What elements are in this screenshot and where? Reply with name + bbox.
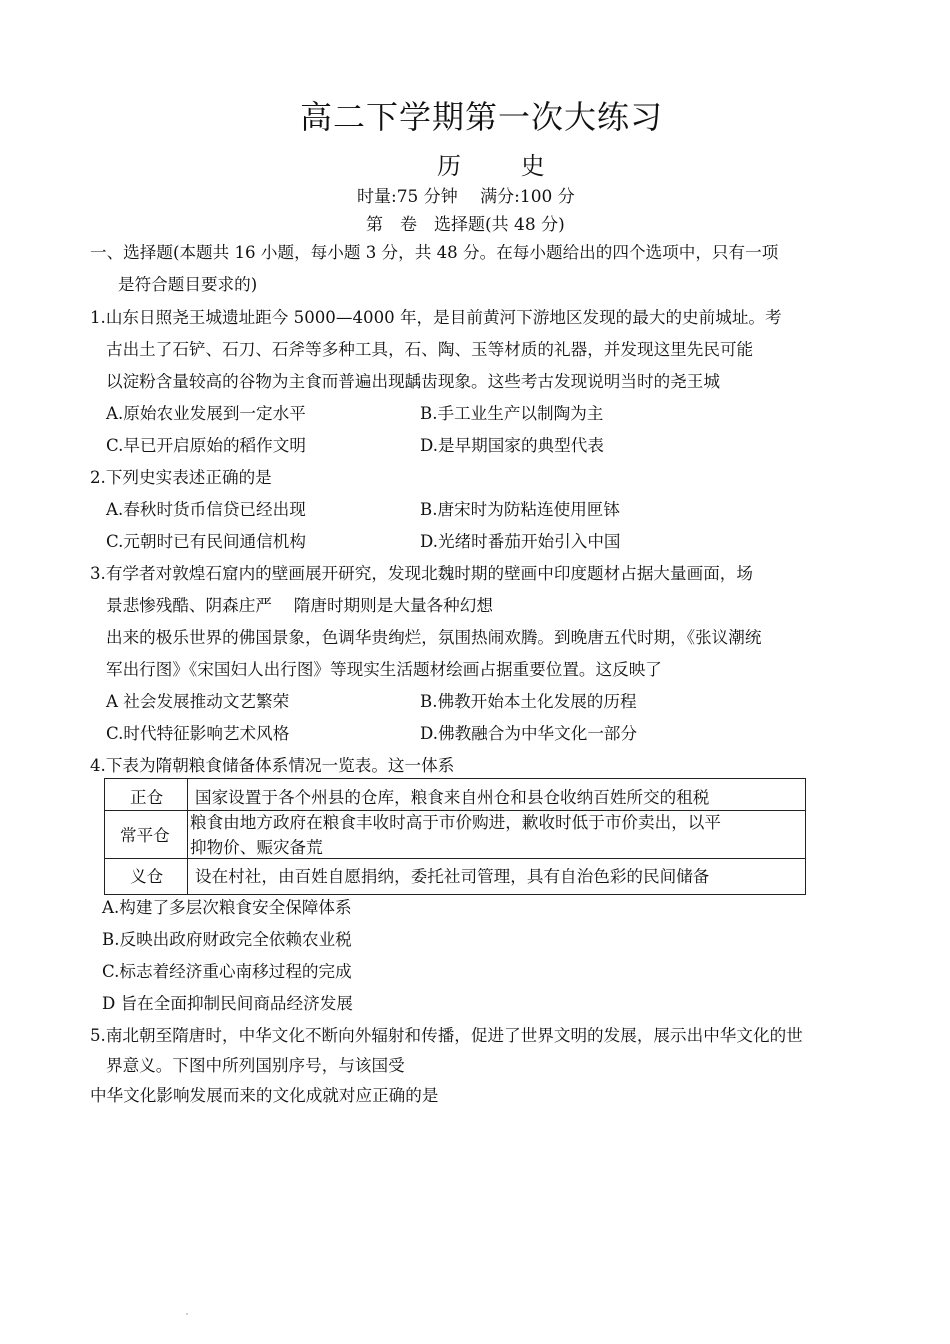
question-3-option-a[interactable]: A 社会发展推动文艺繁荣 xyxy=(106,692,290,711)
table-column-divider xyxy=(187,778,188,895)
question-4-option-c[interactable]: C.标志着经济重心南移过程的完成 xyxy=(102,962,352,981)
question-3-option-d[interactable]: D.佛教融合为中华文化一部分 xyxy=(420,724,638,743)
scan-speck xyxy=(186,1313,188,1315)
question-2-option-b[interactable]: B.唐宋时为防粘连使用匣钵 xyxy=(420,500,620,519)
question-1-option-d[interactable]: D.是早期国家的典型代表 xyxy=(420,436,604,455)
table-border-top xyxy=(104,778,805,779)
question-4-option-a[interactable]: A.构建了多层次粮食安全保障体系 xyxy=(102,898,352,917)
table-cell-granary-name: 正仓 xyxy=(130,788,164,807)
table-cell-granary-desc: 国家设置于各个州县的仓库，粮食来自州仓和县仓收纳百姓所交的租税 xyxy=(195,788,710,807)
question-1-option-a[interactable]: A.原始农业发展到一定水平 xyxy=(106,404,306,423)
subject-label: 历 史 xyxy=(437,152,571,180)
question-4-stem-line: 4.下表为隋朝粮食储备体系情况一览表。这一体系 xyxy=(90,756,455,775)
question-2-option-d[interactable]: D.光绪时番茄开始引入中国 xyxy=(420,532,621,551)
question-1-option-c[interactable]: C.早已开启原始的稻作文明 xyxy=(106,436,306,455)
question-5-stem-line: 5.南北朝至隋唐时，中华文化不断向外辐射和传播，促进了世界文明的发展，展示出中华文化的世 xyxy=(90,1026,803,1045)
table-border-right xyxy=(805,778,806,895)
question-3-option-b[interactable]: B.佛教开始本土化发展的历程 xyxy=(420,692,637,711)
question-1-option-b[interactable]: B.手工业生产以制陶为主 xyxy=(420,404,604,423)
table-border-bottom xyxy=(104,894,805,895)
table-cell-granary-desc: 设在村社，由百姓自愿捐纳，委托社司管理，具有自治色彩的民间储备 xyxy=(195,867,710,886)
question-1-stem-line: 古出土了石铲、石刀、石斧等多种工具，石、陶、玉等材质的礼器，并发现这里先民可能 xyxy=(106,340,754,359)
table-border-left xyxy=(104,778,105,895)
question-2-option-a[interactable]: A.春秋时货币信贷已经出现 xyxy=(106,500,306,519)
table-row-divider xyxy=(104,858,805,859)
question-3-stem-line: 3.有学者对敦煌石窟内的壁画展开研究，发现北魏时期的壁画中印度题材占据大量画面，场 xyxy=(90,564,753,583)
question-2-option-c[interactable]: C.元朝时已有民间通信机构 xyxy=(106,532,306,551)
question-1-stem-line: 1.山东日照尧王城遗址距今 5000—4000 年，是目前黄河下游地区发现的最大的史前城址。考 xyxy=(90,308,782,327)
question-1-stem-line: 以淀粉含量较高的谷物为主食而普遍出现龋齿现象。这些考古发现说明当时的尧王城 xyxy=(106,372,720,391)
instructions-line-1: 一、选择题(本题共 16 小题，每小题 3 分，共 48 分。在每小题给出的四个选项中，只有一项 xyxy=(90,243,779,262)
question-4-option-d[interactable]: D 旨在全面抑制民间商品经济发展 xyxy=(102,994,353,1013)
time-score-info: 时量:75 分钟 满分:100 分 xyxy=(357,187,575,207)
table-cell-granary-name: 义仓 xyxy=(130,867,164,886)
question-4-option-b[interactable]: B.反映出政府财政完全依赖农业税 xyxy=(102,930,352,949)
question-5-stem-line: 界意义。下图中所列国别序号，与该国受 xyxy=(106,1056,405,1075)
question-3-stem-line: 出来的极乐世界的佛国景象，色调华贵绚烂，氛围热闹欢腾。到晚唐五代时期，《张议潮统 xyxy=(106,628,762,647)
question-3-stem-line: 军出行图》《宋国妇人出行图》等现实生活题材绘画占据重要位置。这反映了 xyxy=(106,660,662,679)
table-cell-granary-desc: 粮食由地方政府在粮食丰收时高于市价购进，歉收时低于市价卖出，以平 xyxy=(190,813,721,832)
table-cell-granary-name: 常平仓 xyxy=(120,826,170,845)
section-heading: 第 卷 选择题(共 48 分) xyxy=(366,215,565,235)
question-2-stem-line: 2.下列史实表述正确的是 xyxy=(90,468,272,487)
question-5-stem-line: 中华文化影响发展而来的文化成就对应正确的是 xyxy=(90,1086,439,1105)
exam-title: 高二下学期第一次大练习 xyxy=(300,98,664,136)
question-3-stem-line: 景悲惨残酷、阴森庄严 隋唐时期则是大量各种幻想 xyxy=(106,596,493,615)
question-3-option-c[interactable]: C.时代特征影响艺术风格 xyxy=(106,724,290,743)
table-cell-granary-desc: 抑物价、赈灾备荒 xyxy=(190,838,323,857)
instructions-line-2: 是符合题目要求的) xyxy=(118,275,258,294)
